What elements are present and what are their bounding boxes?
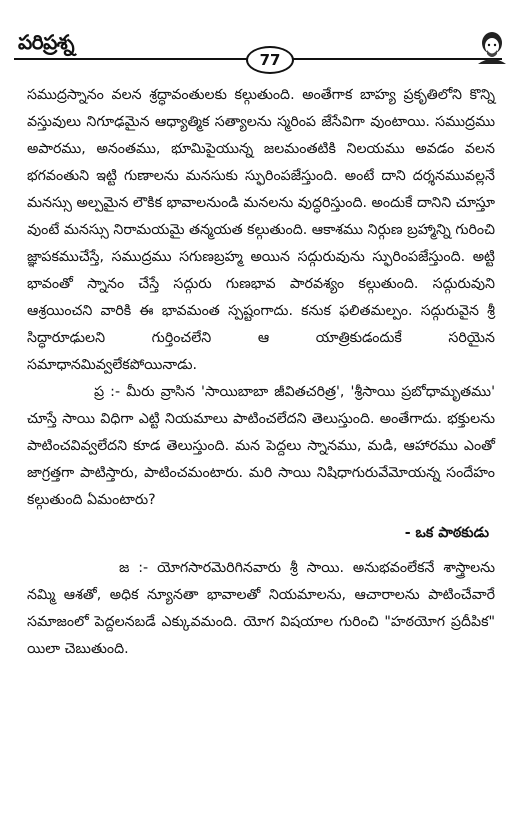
page-header	[14, 10, 508, 69]
reader-signature: - ఒక పాఠకుడు	[404, 525, 489, 541]
portrait-icon	[476, 30, 508, 64]
paragraph-continuation: సముద్రస్నానం వలన శ్రద్ధావంతులకు కల్గుతుంది. అంతేగాక బాహ్య ప్రకృతిలోని కొన్ని వస్తువులు నిగూఢమైన ఆధ్యాత్మిక సత్యాలను స్మరింప జేసేవిగా వుంటాయి. సముద్రము అపారము, అనంతము, భూమిపైయున్న జలమంతటికి నిలయము అవడం వలన భగవంతుని ఇట్టి గుణాలను మనసుకు స్ఫురింపజేస్తుంది. అంటే దాని దర్శనమువల్లనే మనస్సు అల్పమైన లౌకిక భావాలనుండి మనలను వుద్ధరిస్తుంది. అందుకే దానిని చూస్తూ వుంటే మనస్సు నిరామయమై తన్మయత కల్గుతుంది. ఆకాశము నిర్గుణ బ్రహ్మాన్ని గురించి జ్ఞాపకముచేస్తే, సముద్రము సగుణబ్రహ్మ అయిన సద్గురువును స్ఫురింపజేస్తుంది. అట్టి భావంతో స్నానం చేస్తే సద్గురు గుణభావ పారవశ్యం కల్గుతుంది. సద్గురువుని ఆశ్రయించని వారికి ఈ భావమంత స్పష్టంగాదు. కనుక ఫలితమల్పం. సద్గురువైన శ్రీ సిద్ధారూఢులని గుర్తించలేని ఆ యాత్రికుడందుకే సరియైన సమాధానమివ్వలేకపోయినాడు.	[27, 87, 495, 373]
page-body	[27, 82, 495, 663]
running-title: పరిప్రశ్న	[18, 30, 75, 54]
question-paragraph: ప్ర :- మీరు వ్రాసిన 'సాయిబాబా జీవితచరిత్ర', 'శ్రీసాయి ప్రబోధామృతము' చూస్తే సాయి విధిగా ఎట్టి నియమాలు పాటించలేదని తెలుస్తుంది. అంతేగాదు. భక్తులను పాటించవివ్వలేదని కూడ తెలుస్తుంది. మన పెద్దలు స్నానము, మడి, ఆహారము ఎంతో జాగ్రత్తగా పాటిస్తారు, పాటించమంటారు. మరి సాయి నిషిధాగురువేమోయన్న సందేహం కల్గుతుంది ఏమంటారు?	[27, 384, 495, 508]
page-number-badge: 77	[246, 46, 294, 74]
answer-paragraph: జ :- యోగసారమెరిగినవారు శ్రీ సాయి. అనుభవంలేకనే శాస్త్రాలను నమ్మి ఆశతో, అధిక న్యూనతా భావాలతో నియమాలను, ఆచారాలను పాటించేవారే సమాజంలో పెద్దలనబడే ఎక్కువమంది. యోగ విషయాల గురించి "హఠయోగ ప్రదీపిక" యిలా చెబుతుంది.	[27, 560, 495, 657]
